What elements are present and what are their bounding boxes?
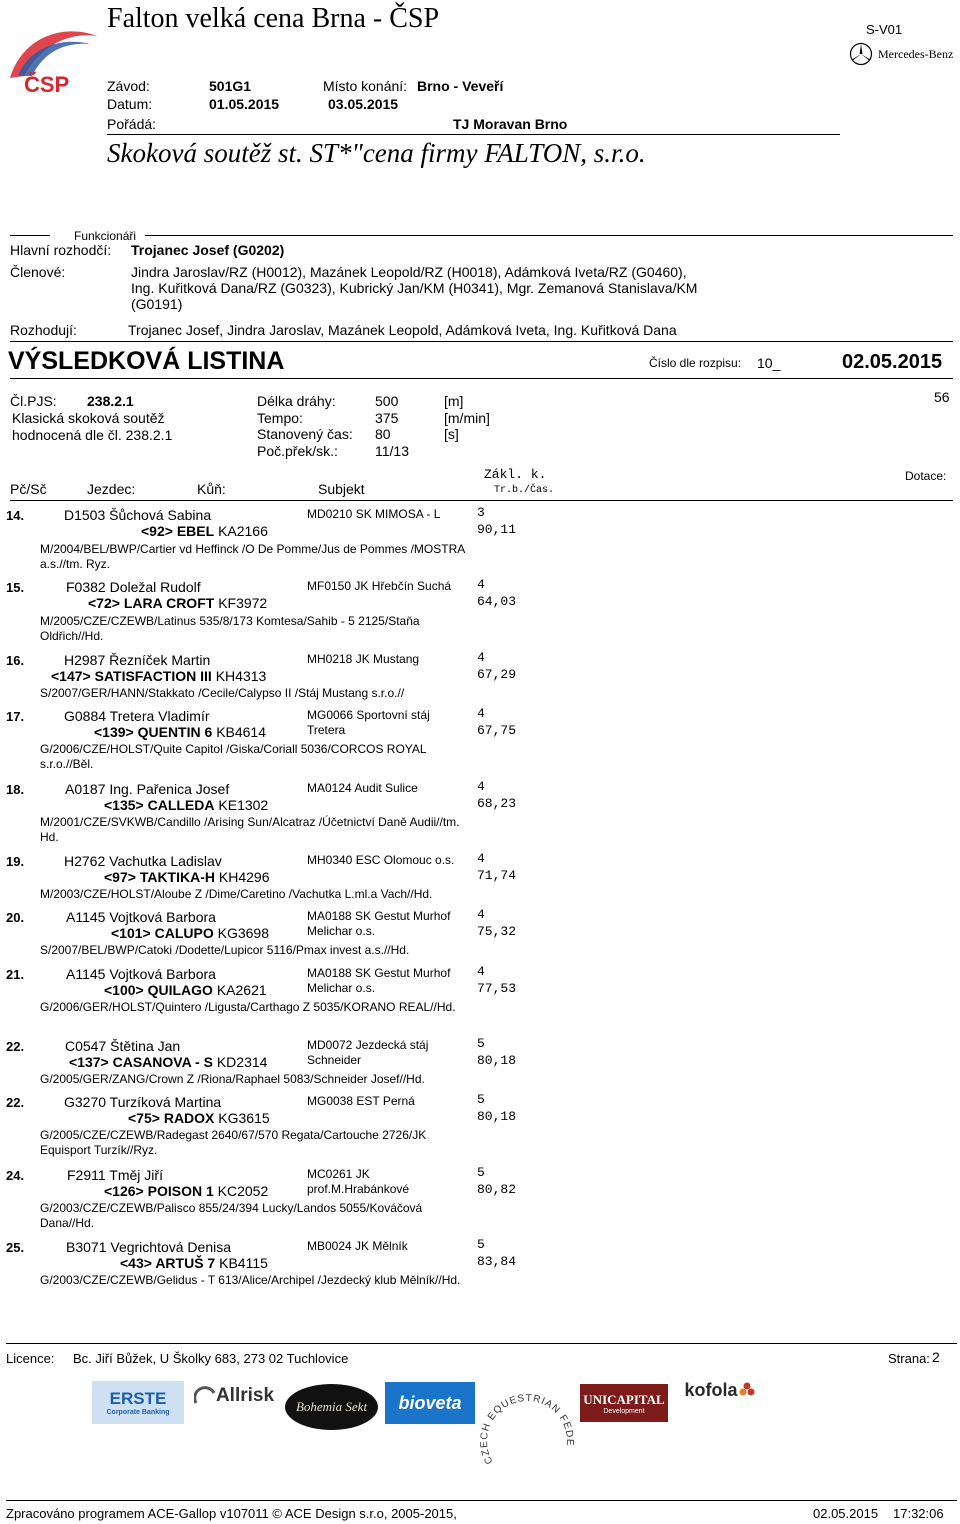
points: 4 — [477, 577, 485, 592]
licence-value: Bc. Jiří Bůžek, U Školky 683, 273 02 Tuchlovice — [73, 1351, 349, 1366]
points: 5 — [477, 1165, 485, 1180]
points: 5 — [477, 1092, 485, 1107]
rank: 18. — [6, 782, 25, 797]
horse-id: KF3972 — [218, 595, 268, 611]
horse-name: <126> POISON 1 — [104, 1183, 214, 1199]
time: 77,53 — [477, 981, 517, 996]
rank: 19. — [6, 854, 25, 869]
col-jezdec: Jezdec: — [87, 481, 136, 497]
horse-description: G/2006/CZE/HOLST/Quite Capitol /Giska/Coriall 5036/CORCOS ROYAL s.r.o.//Běl. — [40, 742, 427, 771]
pjs-label: Čl.PJS: — [10, 393, 57, 409]
horse-description: G/2003/CZE/CZEWB/Gelidus - T 613/Alice/Archipel /Jezdecký klub Mělník//Hd. — [40, 1273, 461, 1287]
horse — [104, 869, 269, 885]
kofola-flower-icon — [738, 1381, 756, 1399]
footer-divider — [6, 1343, 957, 1344]
rank: 24. — [6, 1168, 25, 1183]
horse-id: KG3615 — [218, 1110, 270, 1126]
rider: A1145 Vojtková Barbora — [66, 966, 216, 982]
svg-text:CZECH EQUESTRIAN FEDERATION: CZECH EQUESTRIAN FEDE — [478, 1392, 576, 1466]
time: 68,23 — [477, 796, 517, 811]
rank: 14. — [6, 508, 25, 523]
csp-logo — [2, 18, 102, 96]
tempo-unit: [m/min] — [444, 410, 490, 426]
time: 64,03 — [477, 594, 517, 609]
prek-label: Poč.přek/sk.: — [257, 443, 338, 459]
horse-description: G/2003/CZE/CZEWB/Palisco 855/24/394 Lucky/Landos 5055/Kováčová Dana//Hd. — [40, 1201, 423, 1230]
kofola-logo: kofola — [672, 1380, 768, 1400]
header-divider — [107, 134, 840, 135]
subject: MC0261 JK prof.M.Hrabánkové — [307, 1167, 410, 1196]
points: 4 — [477, 907, 485, 922]
points: 3 — [477, 505, 485, 520]
time: 90,11 — [477, 522, 517, 537]
delka-unit: [m] — [444, 393, 464, 409]
points: 5 — [477, 1237, 485, 1252]
cas-unit: [s] — [444, 426, 459, 442]
cas-value: 80 — [375, 426, 391, 442]
svg-text:ČSP: ČSP — [24, 72, 70, 96]
erste-logo: ERSTE Corporate Banking — [92, 1381, 184, 1424]
horse-description: S/2007/GER/HANN/Stakkato /Cecile/Calypso II /Stáj Mustang s.r.o.// — [40, 686, 405, 700]
horse — [94, 724, 266, 740]
horse-id: KG3698 — [217, 925, 269, 941]
horse-description: M/2003/CZE/HOLST/Aloube Z /Dime/Caretino /Vachutka L.ml.a Vach//Hd. — [40, 887, 433, 901]
horse — [51, 668, 266, 684]
horse-id: KA2166 — [218, 523, 268, 539]
processed-time: 17:32:06 — [893, 1506, 944, 1521]
rider: H2762 Vachutka Ladislav — [64, 853, 222, 869]
points: 4 — [477, 706, 485, 721]
rank: 16. — [6, 653, 25, 668]
horse-description: G/2005/CZE/CZEWB/Radegast 2640/67/570 Regata/Cartouche 2726/JK Equisport Turzík//Ryz. — [40, 1128, 427, 1157]
subject: MA0188 SK Gestut Murhof Melichar o.s. — [307, 909, 451, 938]
horse-name: <43> ARTUŠ 7 — [120, 1255, 216, 1271]
judges-value: Trojanec Josef, Jindra Jaroslav, Mazánek Leopold, Adámková Iveta, Ing. Kuřitková Dana — [128, 322, 677, 338]
rider: F0382 Doležal Rudolf — [66, 579, 201, 595]
horse — [120, 1255, 268, 1271]
horse-description: M/2004/BEL/BWP/Cartier vd Heffinck /O De Pomme/Jus de Pommes /MOSTRA a.s.//tm. Ryz. — [40, 542, 465, 571]
misto-label: Místo konání: — [323, 78, 408, 94]
horse — [141, 523, 268, 539]
time: 80,18 — [477, 1109, 517, 1124]
horse-name: <100> QUILAGO — [104, 982, 213, 998]
points: 5 — [477, 1036, 485, 1051]
porada-label: Pořádá: — [107, 116, 157, 132]
horse-description: M/2005/CZE/CZEWB/Latinus 535/8/173 Komtesa/Sahib - 5 2125/Staňa Oldřich//Hd. — [40, 614, 420, 643]
horse-description: S/2007/BEL/BWP/Catoki /Dodette/Lupicor 5116/Pmax invest a.s.//Hd. — [40, 943, 410, 957]
rider: F2911 Tměj Jiří — [67, 1167, 163, 1183]
licence-label: Licence: — [6, 1351, 55, 1366]
horse — [111, 925, 269, 941]
time: 80,82 — [477, 1182, 517, 1197]
misto-value: Brno - Veveří — [417, 78, 504, 94]
strana-value: 2 — [932, 1349, 940, 1365]
horse-name: <75> RADOX — [128, 1110, 215, 1126]
horse-description: G/2006/GER/HOLST/Quintero /Ligusta/Carthago Z 5035/KORANO REAL//Hd. — [40, 1000, 456, 1014]
col-pc: Pč/Sč — [10, 481, 47, 497]
strana-label: Strana: — [888, 1351, 930, 1366]
rider: G0884 Tretera Vladimír — [64, 708, 210, 724]
zavod-value: 501G1 — [209, 78, 252, 94]
results-divider — [10, 378, 953, 379]
delka-label: Délka dráhy: — [257, 393, 336, 409]
subject: MA0124 Audit Sulice — [307, 781, 418, 795]
horse-name: <135> CALLEDA — [104, 797, 215, 813]
datum-label: Datum: — [107, 96, 153, 112]
datum-from: 01.05.2015 — [209, 96, 280, 112]
time: 75,32 — [477, 924, 517, 939]
points: 4 — [477, 851, 485, 866]
col-trb: Tr.b./Čas. — [494, 485, 555, 496]
subject: MD0210 SK MIMOSA - L — [307, 507, 441, 521]
officials-bottom-divider — [10, 341, 953, 342]
results-title: VÝSLEDKOVÁ LISTINA — [8, 347, 285, 375]
horse-id: KH4296 — [218, 869, 270, 885]
horse-id: KC2052 — [217, 1183, 269, 1199]
unicapital-logo: UNICAPITAL Development — [580, 1384, 668, 1422]
prek-value: 11/13 — [375, 443, 409, 459]
points: 4 — [477, 650, 485, 665]
competition-subtitle: Skoková soutěž st. ST*"cena firmy FALTON, s.r.o. — [107, 138, 646, 168]
tempo-label: Tempo: — [257, 410, 303, 426]
subject: MG0066 Sportovní stáj Tretera — [307, 708, 430, 737]
rank: 21. — [6, 967, 25, 982]
cef-logo — [478, 1380, 578, 1470]
rank: 15. — [6, 580, 25, 595]
cislo-value: 10_ — [757, 355, 781, 371]
points: 4 — [477, 964, 485, 979]
time: 67,29 — [477, 667, 517, 682]
members-line-2: Ing. Kuřitková Dana/RZ (G0323), Kubrický Jan/KM (H0341), Mgr. Zemanová Stanislava/KM — [131, 280, 698, 296]
horse-id: KB4614 — [216, 724, 267, 740]
rider: D1503 Šůchová Sabina — [64, 507, 212, 523]
subject: MG0038 EST Perná — [307, 1094, 415, 1108]
pjs-value: 238.2.1 — [87, 393, 134, 409]
datum-to: 03.05.2015 — [328, 96, 399, 112]
col-subjekt: Subjekt — [318, 481, 365, 497]
delka-value: 500 — [375, 393, 399, 409]
horse-description: G/2005/GER/ZANG/Crown Z /Riona/Raphael 5083/Schneider Josef//Hd. — [40, 1072, 425, 1086]
class-line-2: hodnocená dle čl. 238.2.1 — [12, 427, 173, 443]
subject: MD0072 Jezdecká stáj Schneider — [307, 1038, 429, 1067]
members-label: Členové: — [10, 264, 66, 280]
horse — [69, 1054, 267, 1070]
subject: MA0188 SK Gestut Murhof Melichar o.s. — [307, 966, 451, 995]
points: 4 — [477, 779, 485, 794]
page-title: Falton velká cena Brna - ČSP — [107, 3, 440, 34]
rider: G3270 Turzíková Martina — [64, 1094, 222, 1110]
horse — [104, 797, 268, 813]
horse-name: <137> CASANOVA - S — [69, 1054, 213, 1070]
zavod-label: Závod: — [107, 78, 150, 94]
allrisk-logo: Allrisk — [188, 1381, 280, 1411]
horse-id: KH4313 — [215, 668, 267, 684]
col-zakl: Zákl. k. — [484, 467, 547, 482]
horse-name: <147> SATISFACTION III — [51, 668, 212, 684]
horse-id: KB4115 — [219, 1255, 268, 1271]
horse-name: <139> QUENTIN 6 — [94, 724, 213, 740]
tempo-value: 375 — [375, 410, 399, 426]
rank: 17. — [6, 709, 25, 724]
judges-label: Rozhodují: — [10, 322, 77, 338]
horse — [104, 1183, 268, 1199]
rider: B3071 Vegrichtová Denisa — [66, 1239, 231, 1255]
mercedes-star-icon — [849, 42, 873, 71]
horse-name: <72> LARA CROFT — [88, 595, 215, 611]
rider: A0187 Ing. Pařenica Josef — [65, 781, 230, 797]
rider: C0547 Štětina Jan — [65, 1038, 181, 1054]
horse-id: KD2314 — [216, 1054, 268, 1070]
allrisk-arc-icon — [194, 1385, 216, 1407]
rank: 22. — [6, 1095, 25, 1110]
subject: MB0024 JK Mělník — [307, 1239, 408, 1253]
chief-label: Hlavní rozhodčí: — [10, 242, 112, 258]
officials-divider-left — [10, 235, 50, 236]
rank: 20. — [6, 910, 25, 925]
bottom-divider — [6, 1500, 957, 1501]
rank: 25. — [6, 1240, 25, 1255]
cas-label: Stanovený čas: — [257, 426, 353, 442]
porada-value: TJ Moravan Brno — [453, 116, 568, 132]
col-kun: Kůň: — [197, 481, 226, 497]
document-code: S-V01 — [866, 22, 903, 37]
horse-name: <92> EBEL — [141, 523, 215, 539]
processed-date: 02.05.2015 — [813, 1506, 879, 1521]
bohemia-sekt-logo: Bohemia Sekt — [285, 1384, 378, 1430]
horse-id: KA2621 — [216, 982, 267, 998]
subject: MF0150 JK Hřebčín Suchá — [307, 579, 452, 593]
time: 83,84 — [477, 1254, 517, 1269]
subject: MH0340 ESC Olomouc o.s. — [307, 853, 455, 867]
class-line-1: Klasická skoková soutěž — [12, 410, 165, 426]
officials-divider-right — [145, 235, 953, 236]
members-line-3: (G0191) — [131, 296, 183, 312]
time: 71,74 — [477, 868, 517, 883]
table-header-divider — [10, 500, 953, 501]
horse — [128, 1110, 270, 1126]
horse-name: <97> TAKTIKA-H — [104, 869, 215, 885]
processed-by: Zpracováno programem ACE-Gallop v107011 © ACE Design s.r.o, 2005-2015, — [6, 1506, 457, 1521]
time: 80,18 — [477, 1053, 517, 1068]
horse-description: M/2001/CZE/SVKWB/Candillo /Arising Sun/Alcatraz /Účetnictví Daně Audii//tm. Hd. — [40, 815, 460, 844]
chief-value: Trojanec Josef (G0202) — [131, 242, 285, 258]
rider: A1145 Vojtková Barbora — [66, 909, 216, 925]
members-line-1: Jindra Jaroslav/RZ (H0012), Mazánek Leopold/RZ (H0018), Adámková Iveta/RZ (G0460), — [131, 264, 687, 280]
horse — [104, 982, 267, 998]
starter-count: 56 — [934, 389, 950, 405]
cislo-label: Číslo dle rozpisu: — [649, 356, 742, 370]
horse-name: <101> CALUPO — [111, 925, 214, 941]
time: 67,75 — [477, 723, 517, 738]
officials-heading: Funkcionáři — [74, 229, 137, 243]
bioveta-logo: bioveta — [385, 1382, 475, 1424]
rank: 22. — [6, 1039, 25, 1054]
sponsor-name: Mercedes-Benz — [878, 47, 954, 61]
rider: H2987 Řezníček Martin — [64, 652, 211, 668]
horse — [88, 595, 267, 611]
col-dotace: Dotace: — [905, 469, 947, 483]
subject: MH0218 JK Mustang — [307, 652, 420, 666]
results-date: 02.05.2015 — [842, 351, 943, 373]
horse-id: KE1302 — [218, 797, 269, 813]
